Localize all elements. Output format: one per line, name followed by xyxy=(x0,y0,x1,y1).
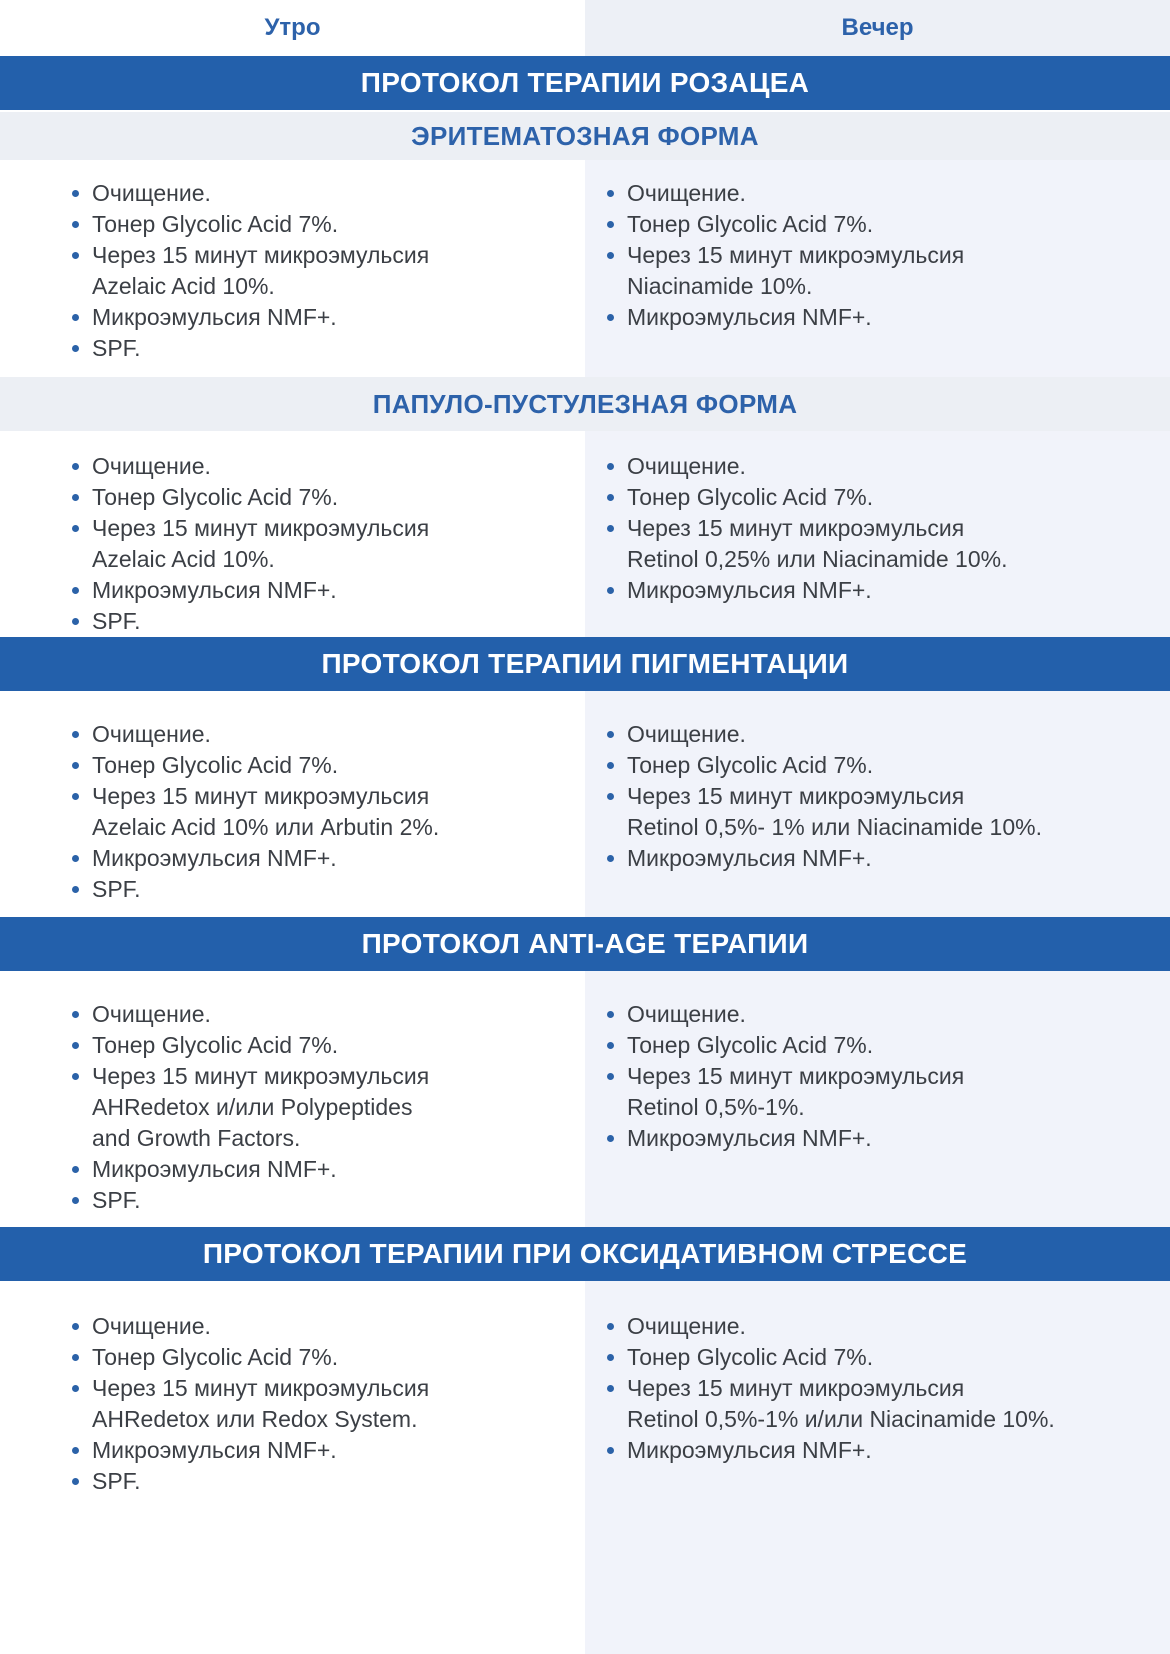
banner-papulo-pustular-form: ПАПУЛО-ПУСТУЛЕЗНАЯ ФОРМА xyxy=(0,377,1170,431)
banner-pigmentation-protocol: ПРОТОКОЛ ТЕРАПИИ ПИГМЕНТАЦИИ xyxy=(0,637,1170,691)
list-item-line: Микроэмульсия NMF+. xyxy=(627,304,872,330)
evening-cell xyxy=(585,431,1170,637)
list-item-line: SPF. xyxy=(92,608,141,634)
list-item xyxy=(72,999,585,1030)
list-item-line: Микроэмульсия NMF+. xyxy=(92,1156,337,1182)
list-item-line: Azelaic Acid 10%. xyxy=(92,273,275,299)
list-item xyxy=(607,1123,1170,1154)
list-item xyxy=(72,178,585,209)
list-item xyxy=(607,1373,1170,1435)
list-item-line: Retinol 0,5%- 1% или Niacinamide 10%. xyxy=(627,814,1042,840)
list-item-line: Микроэмульсия NMF+. xyxy=(627,845,872,871)
protocol-row-papulo-pustular xyxy=(0,431,1170,637)
list-item xyxy=(607,240,1170,302)
list-item xyxy=(607,513,1170,575)
list-item-line: Очищение. xyxy=(627,453,746,479)
list-item xyxy=(607,575,1170,606)
list-item-line: Через 15 минут микроэмульсия xyxy=(92,242,430,268)
column-header-evening: Вечер xyxy=(585,0,1170,56)
list-item-line: Azelaic Acid 10%. xyxy=(92,546,275,572)
list-item xyxy=(72,240,585,302)
evening-cell xyxy=(585,1281,1170,1654)
list-item xyxy=(607,1311,1170,1342)
list-item xyxy=(72,843,585,874)
list-item-line: Через 15 минут микроэмульсия xyxy=(627,783,965,809)
list-item xyxy=(72,1154,585,1185)
evening-cell xyxy=(585,160,1170,377)
list-item-line: Микроэмульсия NMF+. xyxy=(92,1437,337,1463)
protocol-list-morning xyxy=(72,1311,585,1497)
list-item-line: Тонер Glycolic Acid 7%. xyxy=(92,1344,339,1370)
list-item xyxy=(72,719,585,750)
list-item-line: Микроэмульсия NMF+. xyxy=(627,1437,872,1463)
list-item xyxy=(607,482,1170,513)
list-item-line: Очищение. xyxy=(92,453,211,479)
morning-cell xyxy=(0,160,585,377)
morning-cell xyxy=(0,431,585,637)
list-item xyxy=(72,1373,585,1435)
list-item xyxy=(607,302,1170,333)
list-item xyxy=(72,1435,585,1466)
list-item xyxy=(72,1466,585,1497)
list-item-line: Очищение. xyxy=(92,721,211,747)
list-item xyxy=(72,513,585,575)
list-item xyxy=(607,451,1170,482)
list-item xyxy=(72,482,585,513)
protocol-list-evening xyxy=(607,999,1170,1154)
list-item-line: Очищение. xyxy=(627,180,746,206)
list-item-line: SPF. xyxy=(92,1468,141,1494)
list-item xyxy=(607,781,1170,843)
list-item xyxy=(72,302,585,333)
list-item-line: Тонер Glycolic Acid 7%. xyxy=(92,752,339,778)
list-item-line: Тонер Glycolic Acid 7%. xyxy=(92,484,339,510)
list-item xyxy=(72,606,585,637)
list-item-line: Очищение. xyxy=(627,1001,746,1027)
list-item-line: Тонер Glycolic Acid 7%. xyxy=(627,211,874,237)
banner-oxidative-stress-protocol: ПРОТОКОЛ ТЕРАПИИ ПРИ ОКСИДАТИВНОМ СТРЕССЕ xyxy=(0,1227,1170,1281)
morning-cell xyxy=(0,971,585,1227)
evening-cell xyxy=(585,691,1170,917)
list-item xyxy=(72,1061,585,1154)
list-item-line: AHRedetox и/или Polypeptides xyxy=(92,1094,413,1120)
list-item-line: Микроэмульсия NMF+. xyxy=(627,1125,872,1151)
list-item-line: Очищение. xyxy=(92,1001,211,1027)
list-item xyxy=(72,750,585,781)
list-item-line: Тонер Glycolic Acid 7%. xyxy=(627,1032,874,1058)
protocol-list-evening xyxy=(607,1311,1170,1466)
list-item-line: Микроэмульсия NMF+. xyxy=(92,845,337,871)
list-item-line: and Growth Factors. xyxy=(92,1125,301,1151)
protocol-row-pigmentation xyxy=(0,691,1170,917)
list-item xyxy=(72,575,585,606)
list-item xyxy=(607,1342,1170,1373)
protocol-list-evening xyxy=(607,719,1170,874)
list-item-line: Тонер Glycolic Acid 7%. xyxy=(92,211,339,237)
list-item-line: Через 15 минут микроэмульсия xyxy=(627,242,965,268)
list-item-line: SPF. xyxy=(92,335,141,361)
list-item-line: Очищение. xyxy=(92,1313,211,1339)
list-item xyxy=(72,1342,585,1373)
list-item xyxy=(607,750,1170,781)
list-item-line: SPF. xyxy=(92,876,141,902)
protocol-list-morning xyxy=(72,719,585,905)
list-item-line: Retinol 0,5%-1% и/или Niacinamide 10%. xyxy=(627,1406,1055,1432)
list-item-line: Тонер Glycolic Acid 7%. xyxy=(627,1344,874,1370)
list-item-line: Тонер Glycolic Acid 7%. xyxy=(627,752,874,778)
list-item xyxy=(607,843,1170,874)
list-item xyxy=(607,1030,1170,1061)
morning-cell xyxy=(0,691,585,917)
banner-anti-age-protocol: ПРОТОКОЛ ANTI-AGE ТЕРАПИИ xyxy=(0,917,1170,971)
protocol-list-evening xyxy=(607,451,1170,606)
list-item xyxy=(72,209,585,240)
list-item xyxy=(607,999,1170,1030)
list-item-line: Очищение. xyxy=(92,180,211,206)
list-item-line: Retinol 0,5%-1%. xyxy=(627,1094,805,1120)
column-header-morning: Утро xyxy=(0,0,585,56)
list-item-line: Retinol 0,25% или Niacinamide 10%. xyxy=(627,546,1008,572)
list-item xyxy=(607,719,1170,750)
list-item-line: Через 15 минут микроэмульсия xyxy=(92,515,430,541)
protocol-row-oxidative-stress xyxy=(0,1281,1170,1654)
list-item-line: Микроэмульсия NMF+. xyxy=(92,577,337,603)
list-item xyxy=(607,1435,1170,1466)
list-item-line: Очищение. xyxy=(627,1313,746,1339)
column-headers-row xyxy=(0,0,1170,56)
list-item xyxy=(72,333,585,364)
protocol-list-morning xyxy=(72,999,585,1216)
protocol-row-erythematous xyxy=(0,160,1170,377)
protocol-row-anti-age xyxy=(0,971,1170,1227)
list-item-line: Тонер Glycolic Acid 7%. xyxy=(627,484,874,510)
list-item xyxy=(607,209,1170,240)
list-item-line: Через 15 минут микроэмульсия xyxy=(627,1375,965,1401)
protocol-list-morning xyxy=(72,451,585,637)
list-item xyxy=(72,874,585,905)
list-item xyxy=(607,1061,1170,1123)
list-item-line: Очищение. xyxy=(627,721,746,747)
banner-erythematous-form: ЭРИТЕМАТОЗНАЯ ФОРМА xyxy=(0,112,1170,160)
list-item-line: SPF. xyxy=(92,1187,141,1213)
morning-cell xyxy=(0,1281,585,1654)
list-item xyxy=(72,1030,585,1061)
list-item xyxy=(72,1185,585,1216)
banner-rosacea-protocol: ПРОТОКОЛ ТЕРАПИИ РОЗАЦЕА xyxy=(0,56,1170,110)
list-item xyxy=(72,1311,585,1342)
evening-cell xyxy=(585,971,1170,1227)
list-item-line: Микроэмульсия NMF+. xyxy=(627,577,872,603)
list-item-line: Через 15 минут микроэмульсия xyxy=(627,1063,965,1089)
list-item-line: Niacinamide 10%. xyxy=(627,273,813,299)
list-item-line: Через 15 минут микроэмульсия xyxy=(92,783,430,809)
protocol-list-evening xyxy=(607,178,1170,333)
protocol-list-morning xyxy=(72,178,585,364)
list-item xyxy=(72,451,585,482)
list-item-line: Через 15 минут микроэмульсия xyxy=(627,515,965,541)
list-item-line: AHRedetox или Redox System. xyxy=(92,1406,418,1432)
list-item-line: Azelaic Acid 10% или Arbutin 2%. xyxy=(92,814,440,840)
list-item-line: Через 15 минут микроэмульсия xyxy=(92,1063,430,1089)
list-item-line: Через 15 минут микроэмульсия xyxy=(92,1375,430,1401)
list-item xyxy=(72,781,585,843)
list-item xyxy=(607,178,1170,209)
list-item-line: Тонер Glycolic Acid 7%. xyxy=(92,1032,339,1058)
list-item-line: Микроэмульсия NMF+. xyxy=(92,304,337,330)
